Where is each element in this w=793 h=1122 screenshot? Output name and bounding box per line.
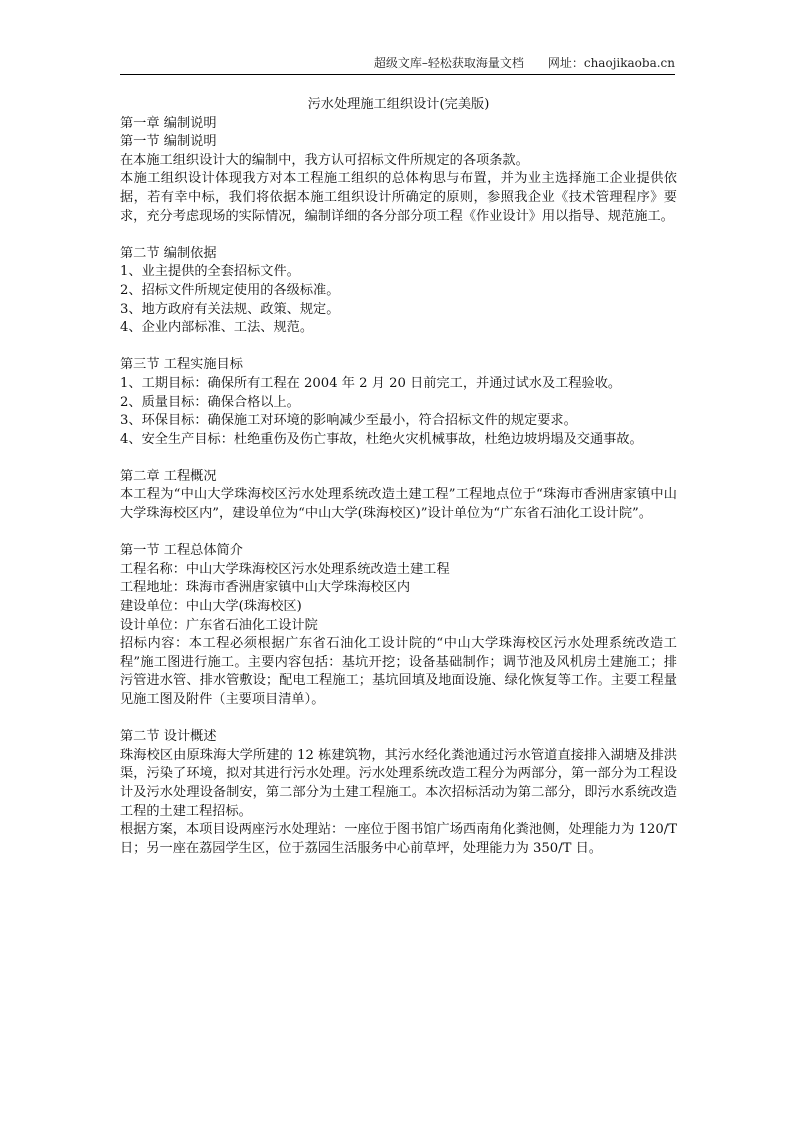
page-header — [120, 55, 675, 75]
client: 建设单位：中山大学(珠海校区) — [120, 599, 302, 615]
section-heading: 第二节 编制依据 — [120, 245, 217, 261]
list-item: 1、业主提供的全套招标文件。 — [120, 264, 300, 280]
list-item: 3、环保目标：确保施工对环境的影响减少至最小，符合招标文件的规定要求。 — [120, 413, 577, 429]
spacer — [120, 710, 677, 729]
section-heading: 第一节 编制说明 — [120, 134, 217, 150]
site-name: 超级文库–轻松获取海量文档 — [373, 56, 524, 70]
designer: 设计单位：广东省石油化工设计院 — [120, 617, 318, 633]
site-url: chaojikaoba.cn — [583, 56, 675, 70]
paragraph: 本工程为“中山大学珠海校区污水处理系统改造土建工程”工程地点位于“珠海市香洲唐家镇中山大学珠海校区内”，建设单位为“中山大学(珠海校区)”设计单位为“广东省石油化工设计院”。 — [120, 487, 677, 522]
chapter-heading: 第二章 工程概况 — [120, 468, 217, 484]
document-title: 污水处理施工组织设计(完美版) — [307, 97, 490, 112]
spacer — [120, 226, 677, 245]
url-label: 网址： — [547, 56, 584, 70]
paragraph: 在本施工组织设计大的编制中，我方认可招标文件所规定的各项条款。 — [120, 152, 529, 168]
paragraph: 本施工组织设计体现我方对本工程施工组织的总体构思与布置，并为业主选择施工企业提供依据，若有幸中标，我们将依据本施工组织设计所确定的原则，参照我企业《技术管理程序》要求，充分考虑现场的实际情况，编制详细的各分部分项工程《作业设计》用以指导、规范施工。 — [120, 171, 677, 224]
project-name: 工程名称：中山大学珠海校区污水处理系统改造土建工程 — [120, 561, 450, 577]
list-item: 3、地方政府有关法规、政策、规定。 — [120, 301, 340, 317]
list-item: 1、工期目标：确保所有工程在 2004 年 2 月 20 日前完工，并通过试水及工程验收。 — [120, 375, 622, 391]
chapter-heading: 第一章 编制说明 — [120, 115, 217, 131]
section-heading: 第一节 工程总体简介 — [120, 543, 243, 559]
section-heading: 第二节 设计概述 — [120, 729, 217, 745]
list-item: 4、安全生产目标：杜绝重伤及伤亡事故，杜绝火灾机械事故，杜绝边坡坍塌及交通事故。 — [120, 431, 643, 447]
spacer — [120, 449, 677, 468]
spacer — [120, 338, 677, 357]
list-item: 2、招标文件所规定使用的各级标准。 — [120, 282, 340, 298]
section-heading: 第三节 工程实施目标 — [120, 357, 243, 373]
paragraph: 珠海校区由原珠海大学所建的 12 栋建筑物，其污水经化粪池通过污水管道直接排入湖塘及排洪渠，污染了环境，拟对其进行污水处理。污水处理系统改造工程分为两部分，第一部分为工程设计及污水处理设备制安，第二部分为土建工程施工。本次招标活动为第二部分，即污水系统改造工程的土建工程招标。 — [120, 747, 677, 819]
list-item: 2、质量目标：确保合格以上。 — [120, 394, 300, 410]
tender-content: 招标内容：本工程必须根据广东省石油化工设计院的“中山大学珠海校区污水处理系统改造工程”施工图进行施工。主要内容包括：基坑开挖；设备基础制作；调节池及风机房土建施工；排污管进水管、排水管敷设；配电工程施工；基坑回填及地面设施、绿化恢复等工作。主要工程量见施工图及附件（主要项目清单）。 — [120, 636, 677, 707]
list-item: 4、企业内部标准、工法、规范。 — [120, 320, 314, 336]
spacer — [120, 524, 677, 543]
document-body — [120, 96, 677, 858]
paragraph: 根据方案，本项目设两座污水处理站：一座位于图书馆广场西南角化粪池侧，处理能力为 120/T 日；另一座在荔园学生区，位于荔园生活服务中心前草坪，处理能力为 350/T 日。 — [120, 822, 677, 856]
project-address: 工程地址：珠海市香洲唐家镇中山大学珠海校区内 — [120, 580, 411, 596]
